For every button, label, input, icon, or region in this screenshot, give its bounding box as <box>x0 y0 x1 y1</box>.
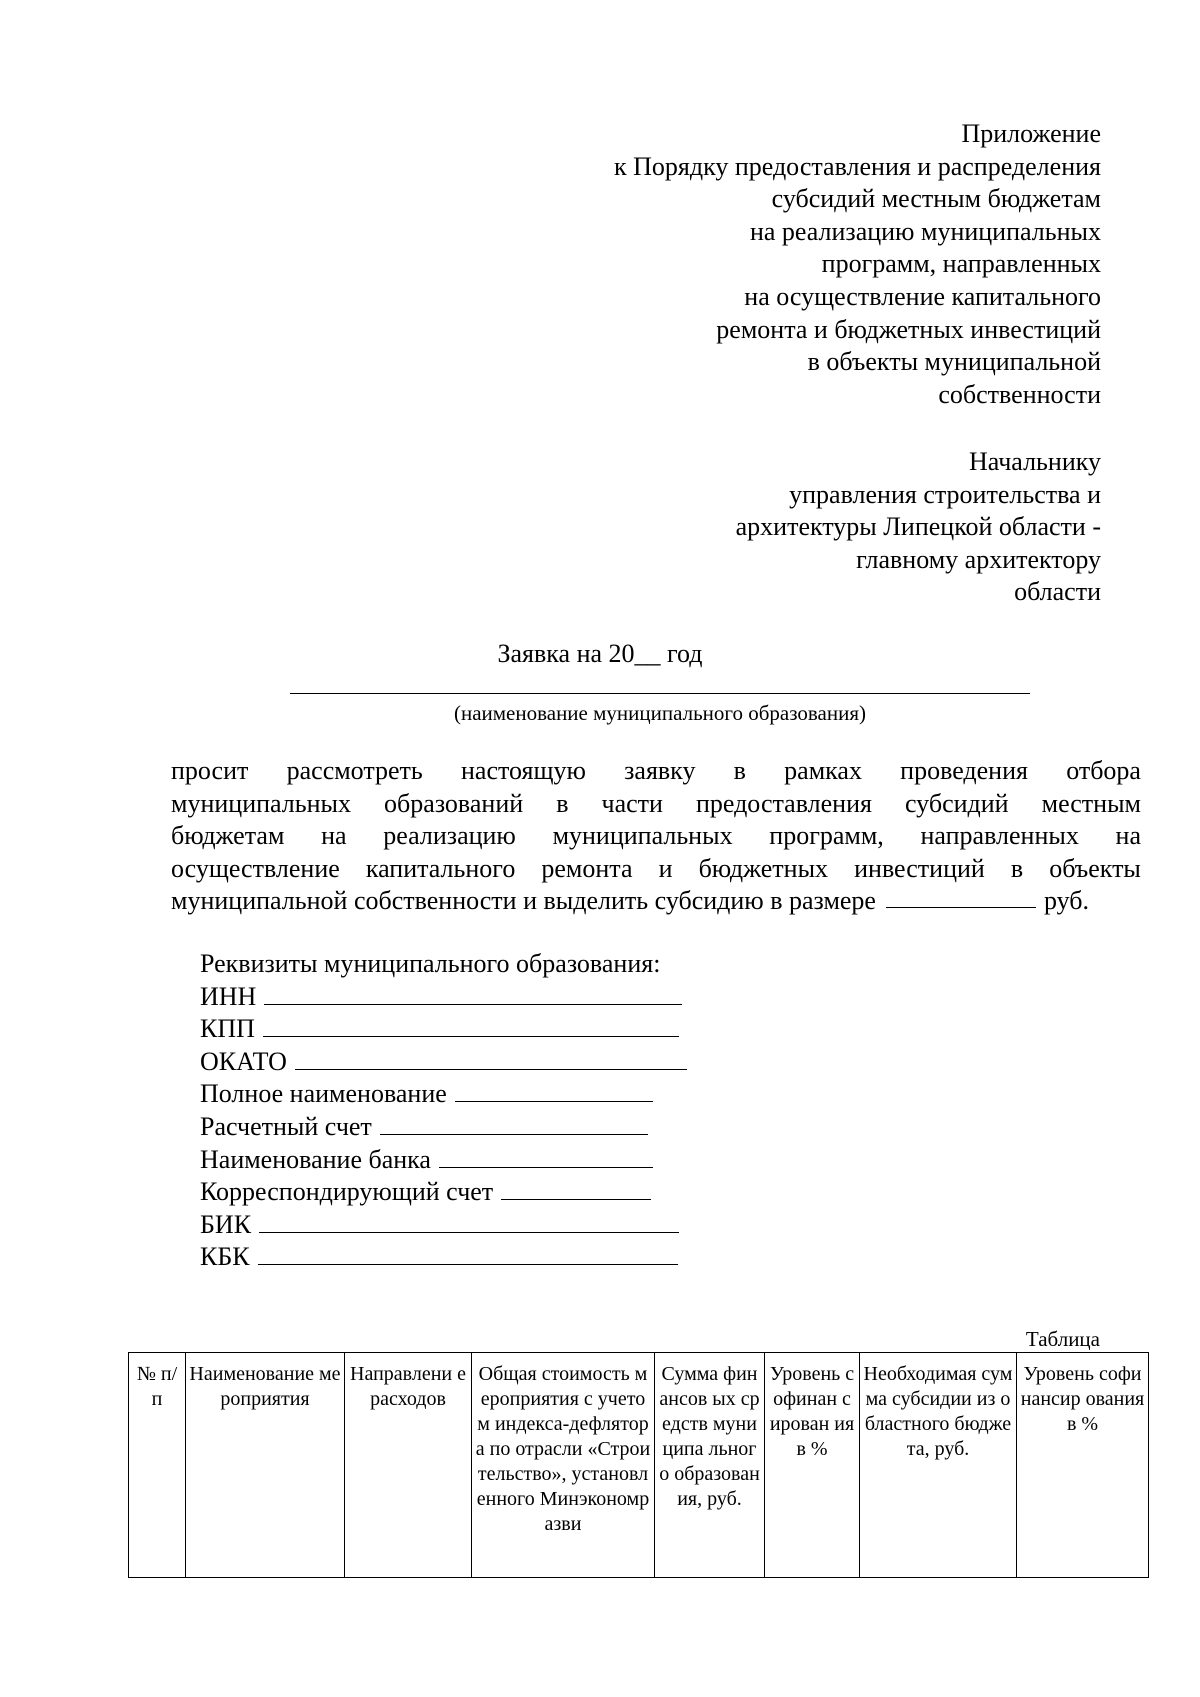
correspondent-account-field[interactable] <box>501 1177 651 1200</box>
appendix-line: к Порядку предоставления и распределения <box>613 151 1101 181</box>
requisites-heading: Реквизиты муниципального образования: <box>200 949 661 978</box>
kbk-field[interactable] <box>258 1242 678 1265</box>
full-name-field[interactable] <box>455 1079 653 1102</box>
addressee-line: области <box>1014 577 1101 607</box>
addressee-line: управления строительства и <box>789 479 1101 509</box>
appendix-header <box>614 118 1101 411</box>
requisite-row <box>200 1046 687 1079</box>
request-text: муниципальной собственности и выделить субсидию в размере <box>171 886 876 916</box>
appendix-line: на осуществление капитального <box>744 281 1101 311</box>
addressee-line: архитектуры Липецкой области - <box>735 512 1101 542</box>
request-word: на <box>321 821 347 851</box>
request-word: ремонта <box>541 853 633 883</box>
request-word: в <box>733 756 746 785</box>
table-header-cell: Необходимая сумма субсидии из областного бюджета, руб. <box>860 1353 1017 1578</box>
request-word: реализацию <box>383 821 516 851</box>
request-word: бюджетных <box>698 853 829 883</box>
request-word: муниципальных <box>171 788 352 818</box>
table-header-cell: Наименование мероприятия <box>186 1353 345 1578</box>
request-word: проведения <box>900 756 1028 785</box>
requisite-label: ИНН <box>200 981 257 1011</box>
request-word: капитального <box>365 853 516 883</box>
request-line <box>171 885 1141 918</box>
request-word: объекты <box>1049 853 1141 883</box>
table-header-cell: Общая стоимость мероприятия с учетом индекса-дефлятора по отрасли «Строительство», установленного Минэкономразви <box>472 1353 655 1578</box>
settlement-account-field[interactable] <box>380 1112 648 1135</box>
request-word: отбора <box>1066 756 1141 785</box>
table-header-row <box>129 1353 1149 1578</box>
request-word: бюджетам <box>171 821 285 851</box>
table-header-cell: Уровень софинансир ования в % <box>1017 1353 1149 1578</box>
currency-unit: руб. <box>1043 886 1090 916</box>
requisite-row <box>200 1176 687 1209</box>
requisite-row <box>200 1111 687 1144</box>
municipality-name-line[interactable] <box>290 693 1030 694</box>
addressee-line: главному архитектору <box>856 544 1101 574</box>
appendix-line: в объекты муниципальной <box>807 347 1101 377</box>
request-word: предоставления <box>695 788 872 818</box>
table-header-cell: Направлени е расходов <box>345 1353 472 1578</box>
requisite-row <box>200 1013 687 1046</box>
request-word: в <box>1010 853 1024 883</box>
requisite-row <box>200 981 687 1014</box>
request-word: на <box>1115 821 1141 851</box>
appendix-line: программ, направленных <box>821 249 1101 279</box>
requisites-block <box>200 948 687 1274</box>
okato-field[interactable] <box>295 1047 687 1070</box>
requisite-label: КБК <box>200 1242 250 1272</box>
requisite-row <box>200 1209 687 1242</box>
table-header-cell: Уровень софинан сирован ия в % <box>765 1353 860 1578</box>
request-word: заявку <box>624 756 696 785</box>
request-line <box>171 820 1141 853</box>
subsidy-table <box>128 1352 1149 1578</box>
request-line <box>171 755 1141 788</box>
request-line <box>171 788 1141 821</box>
requisite-label: ОКАТО <box>200 1046 287 1076</box>
kpp-field[interactable] <box>263 1014 679 1037</box>
inn-field[interactable] <box>264 982 682 1005</box>
request-word: просит <box>171 756 249 785</box>
requisite-row <box>200 1241 687 1274</box>
appendix-line: Приложение <box>961 119 1101 148</box>
request-word: муниципальных <box>552 821 733 851</box>
appendix-line: собственности <box>938 379 1101 409</box>
request-word: субсидий <box>904 788 1009 818</box>
bank-name-field[interactable] <box>439 1145 653 1168</box>
subsidy-amount-blank[interactable] <box>886 885 1036 908</box>
table-header-cell: Сумма финансов ых средств муниципа льного образован ия, руб. <box>655 1353 765 1578</box>
appendix-line: субсидий местным бюджетам <box>771 184 1101 214</box>
request-word: программ, <box>769 821 884 851</box>
request-word: настоящую <box>461 756 586 785</box>
document-title: Заявка на 20__ год <box>497 639 703 668</box>
request-word: рамках <box>784 756 862 785</box>
appendix-line: на реализацию муниципальных <box>749 216 1101 246</box>
requisite-label: КПП <box>200 1014 255 1044</box>
table-header-cell: № п/п <box>129 1353 186 1578</box>
addressee-line: Начальнику <box>968 447 1101 476</box>
request-word: местным <box>1041 788 1141 818</box>
request-word: рассмотреть <box>286 756 423 785</box>
request-paragraph <box>171 755 1141 918</box>
requisite-label: Наименование банка <box>200 1144 431 1174</box>
request-word: образований <box>384 788 524 818</box>
request-word: в <box>556 788 569 818</box>
requisite-label: Полное наименование <box>200 1079 447 1109</box>
request-word: части <box>601 788 663 818</box>
requisite-label: БИК <box>200 1209 252 1239</box>
request-word: осуществление <box>171 853 340 883</box>
request-line <box>171 853 1141 886</box>
requisite-label: Корреспондирующий счет <box>200 1177 494 1207</box>
requisite-row <box>200 1078 687 1111</box>
addressee-block <box>736 446 1101 609</box>
municipality-name-caption: (наименование муниципального образования) <box>453 701 867 725</box>
table-caption: Таблица <box>1025 1327 1100 1351</box>
bik-field[interactable] <box>259 1210 679 1233</box>
request-word: и <box>658 853 673 883</box>
request-word: направленных <box>920 821 1079 851</box>
request-word: инвестиций <box>854 853 985 883</box>
requisite-label: Расчетный счет <box>200 1111 372 1141</box>
requisite-row <box>200 1144 687 1177</box>
appendix-line: ремонта и бюджетных инвестиций <box>716 314 1101 344</box>
